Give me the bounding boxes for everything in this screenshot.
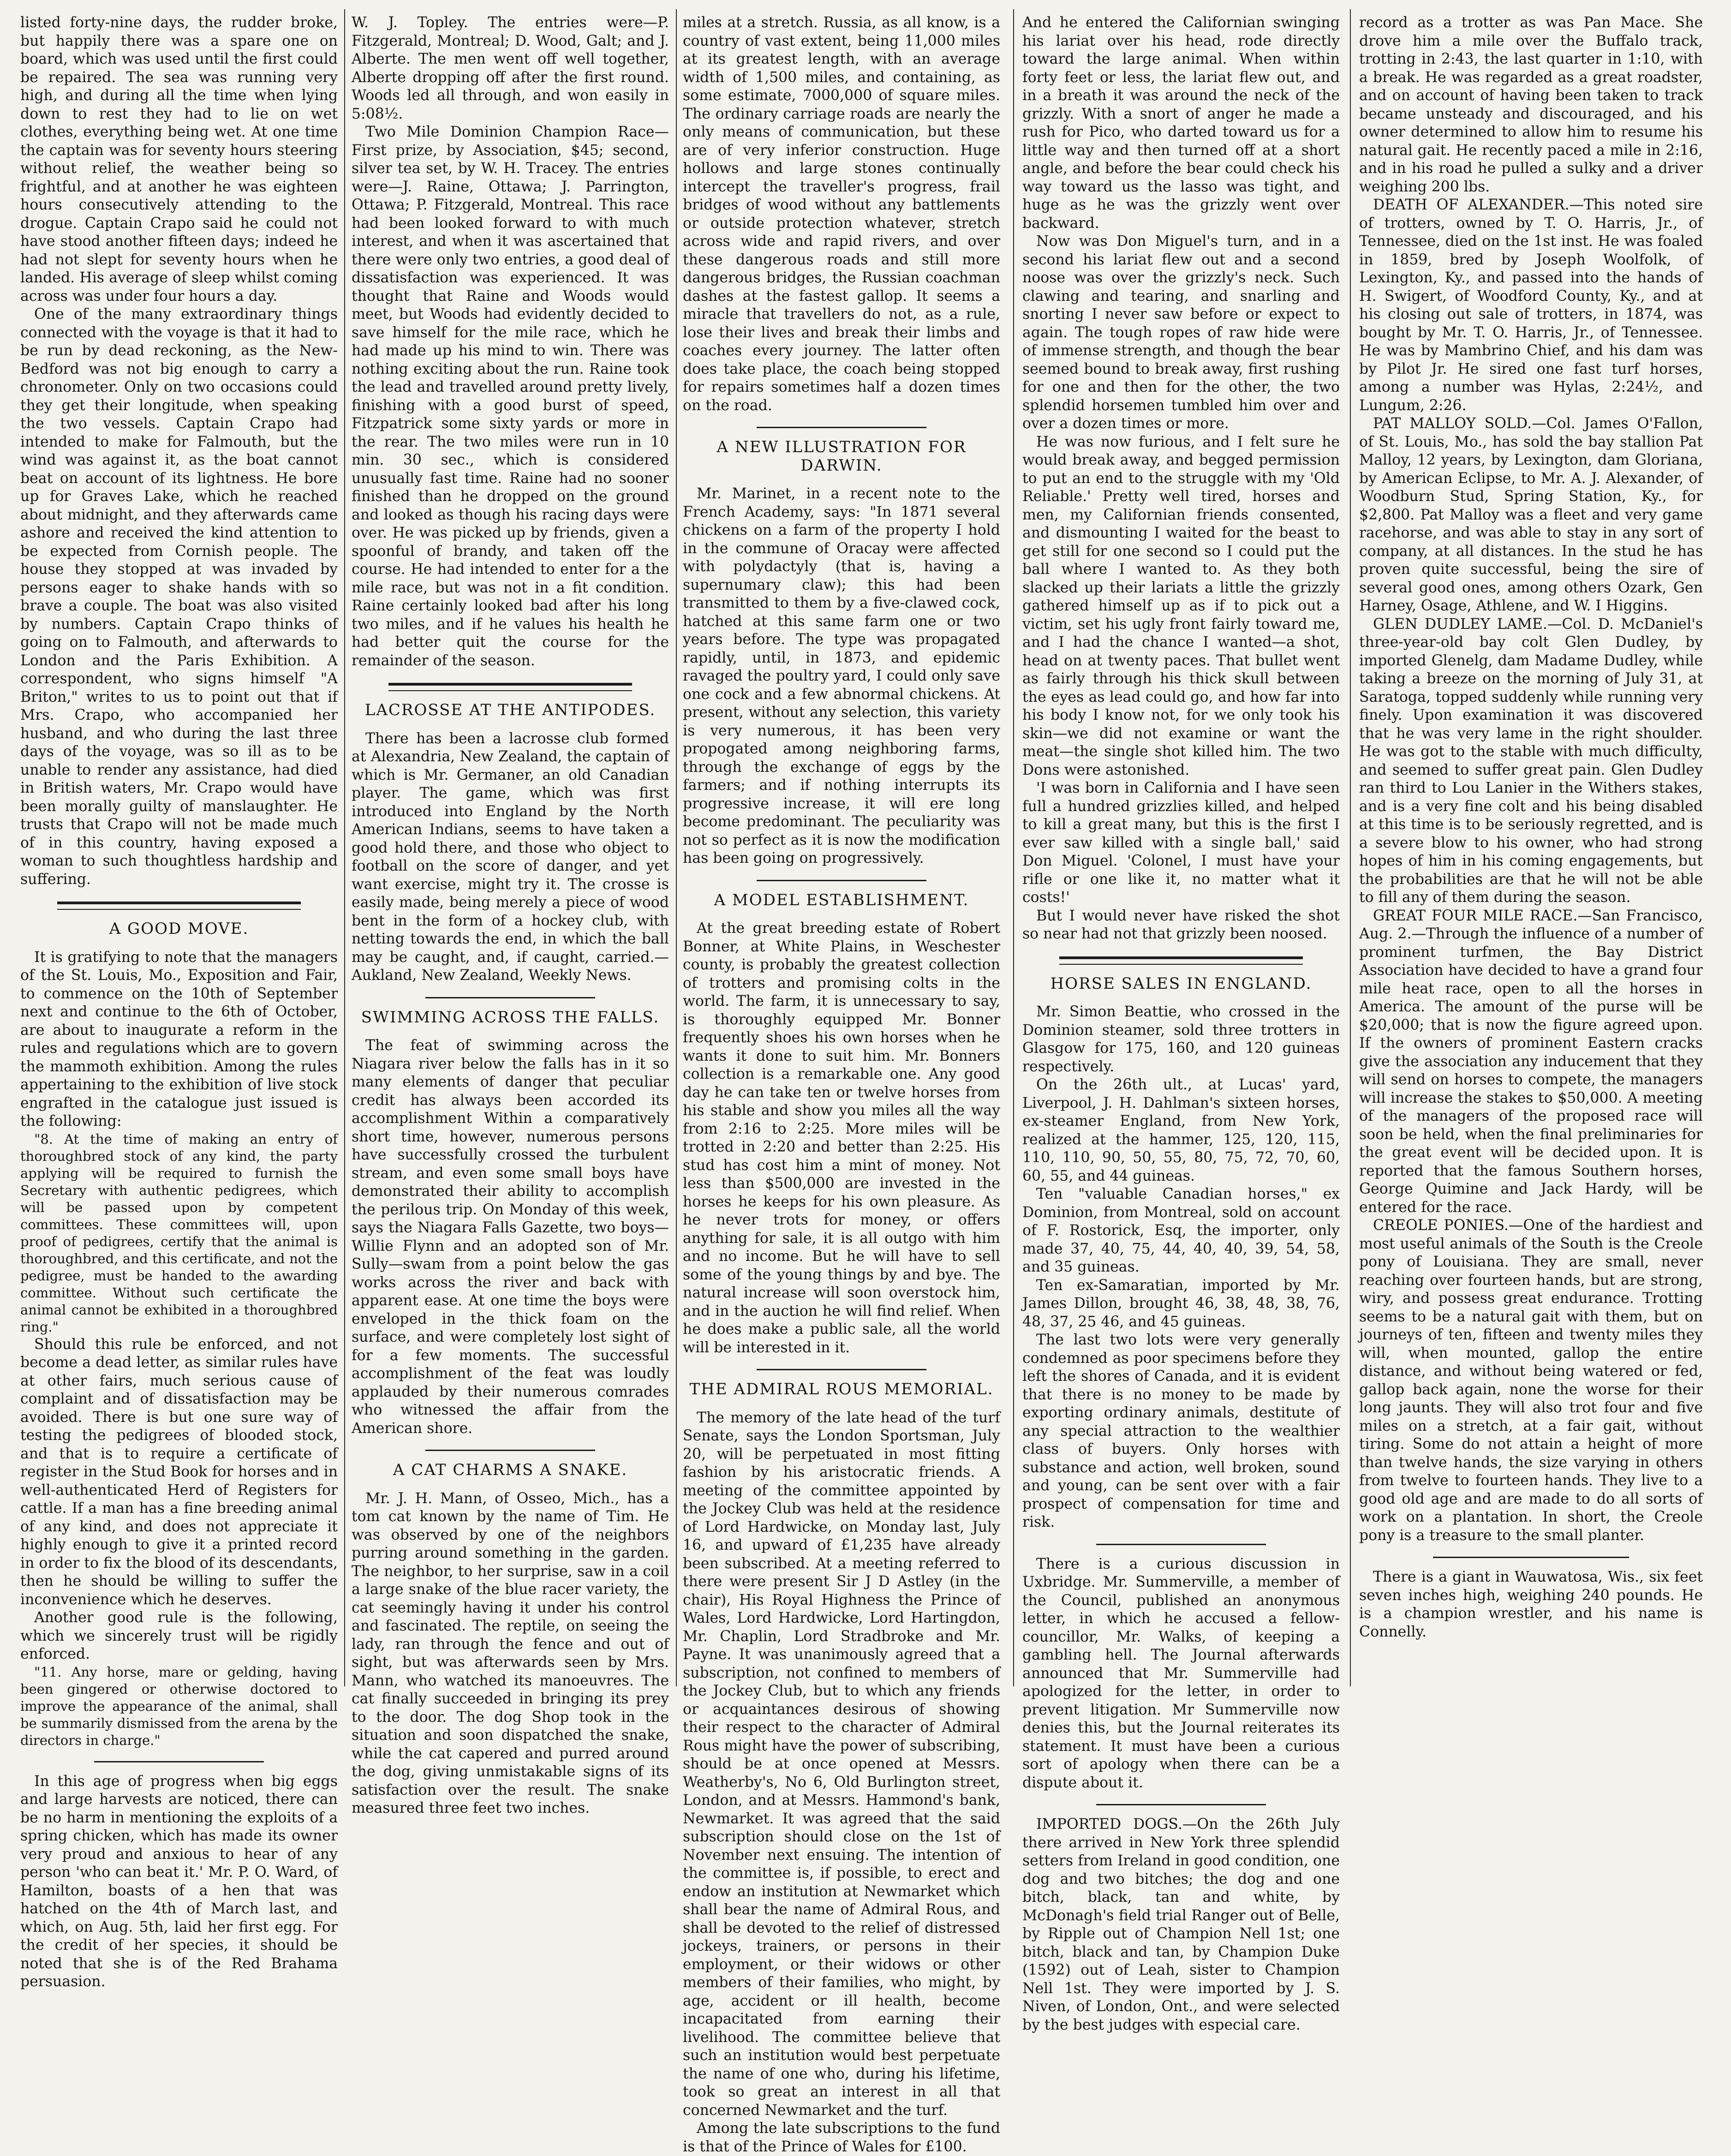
article-paragraph: On the 26th ult., at Lucas' yard, Liverpool, J. H. Dahlman's sixteen horses, ex-steamer England, from New York, realized at the hammer, 125, 120, 115, 110, 110, 90, 50, 55, 80, 75, 72, 70, 60, 60, 55, and 44 guineas. bbox=[1022, 1076, 1340, 1184]
article-paragraph: Now was Don Miguel's turn, and in a second his lariat flew out and a second noose was over the grizzly's neck. Such clawing and tearing, and snarling and snorting I never saw before or expect to again. The tough ropes of raw hide were of immense strength, and though the bear seemed bound to break away, first rushing for one and then for the other, the two splendid horsemen tumbled him over and over a dozen times or more. bbox=[1022, 233, 1340, 432]
column-1 bbox=[20, 14, 338, 1990]
article-paragraph: Another good rule is the following, which we sincerely trust will be rigidly enforced. bbox=[20, 1609, 338, 1662]
article-paragraph: He was now furious, and I felt sure he would break away, and begged permission to put an end to the struggle with my 'Old Reliable.' Pretty well tired, horses and men, my Californian friends consented, and dismounting I waited for the beast to get still for one second so I could put the ball where I wanted to. As they both slacked up their lariats a little the grizzly gathered himself up as if to pick out a victim, set his ugly front fairly toward me, and I had the chance I wanted—a shot, head on at twenty paces. That bullet went as fairly through his thick skull between the eyes as lead could go, and how far into his body I know not, for we only took his skin—we did not examine or want the meat—the single shot killed him. The two Dons were astonished. bbox=[1022, 433, 1340, 778]
column-5 bbox=[1359, 14, 1703, 1684]
section-divider bbox=[1096, 1804, 1266, 1805]
article-paragraph: GREAT FOUR MILE RACE.—San Francisco, Aug. 2.—Through the influence of a number of prominent turfmen, the Bay District Association have decided to have a grand four mile heat race, open to all the horses in America. The amount of the purse will be $20,000; that is now the figure agreed upon. If the owners of prominent Eastern cracks give the association any inducement that they will send on horses to compete, the managers will increase the stakes to $50,000. A meeting of the managers of the proposed race will soon be held, when the final preliminaries for the great event will be decided upon. It is reported that the famous Southern horses, George Quimine and Jack Hardy, will be entered for the race. bbox=[1359, 907, 1703, 1216]
column-rule bbox=[1013, 9, 1014, 1686]
section-divider bbox=[1059, 956, 1303, 965]
column-2 bbox=[352, 14, 669, 1816]
article-heading: A GOOD MOVE. bbox=[109, 920, 249, 938]
article-paragraph: But I would never have risked the shot so near had not that grizzly been noosed. bbox=[1022, 907, 1340, 942]
section-divider bbox=[425, 997, 595, 998]
section-divider bbox=[757, 427, 926, 428]
article-paragraph: miles at a stretch. Russia, as all know, is a country of vast extent, being 11,000 miles at its greatest length, with an average width of 1,500 miles, and containing, as some estimate, 7000,000 of square miles. The ordinary carriage roads are nearly the only means of communication, but these are of very inferior construction. Huge hollows and large stones continually intercept the traveller's progress, frail bridges of wood without any battlements or outside protection whatever, stretch across wide and rapid rivers, and over these dangerous roads and still more dangerous bridges, the Russian coachman dashes at the fastest gallop. It seems a miracle that travellers do not, as a rule, lose their lives and break their limbs and coaches every journey. The latter often does take place, the coach being stopped for repairs sometimes half a dozen times on the road. bbox=[683, 14, 1000, 414]
article-paragraph: CREOLE PONIES.—One of the hardiest and most useful animals of the South is the Creole pony of Louisiana. They are small, never reaching over fourteen hands, but are strong, wiry, and possess great endurance. Trotting seems to be a natural gait with them, but on journeys of ten, fifteen and twenty miles they will, when mounted, gallop the entire distance, and without being watered or fed, gallop back again, none the worse for their long jaunts. They will also trot four and five miles on a stretch, at a fair gait, without tiring. Some do not attain a height of more than twelve hands, the size varying in others from twelve to fourteen hands. They live to a good old age and are made to do all sorts of work on a plantation. In short, the Creole pony is a treasure to the small planter. bbox=[1359, 1217, 1703, 1544]
article-paragraph: At the great breeding estate of Robert Bonner, at White Plains, in Weschester county, is probably the greatest collection of trotters and promising colts in the world. The farm, it is unnecessary to say, is thoroughly equipped Mr. Bonner frequently shoes his own horses when he wants it done to suit him. Mr. Bonners collection is a remarkable one. Any good day he can take ten or twelve horses from his stable and show you miles all the way from 2:16 to 2:25. More miles will be trotted in 2:20 and better than 2:25. His stud has cost him a mint of money. Not less than $500,000 are invested in the horses he keeps for his own pleasure. As he never trots for money, or offers anything for sale, it is all outgo with him and no income. But he will have to sell some of the young things by and bye. The natural increase will soon overstock him, and in the auction he will find relief. When he does make a public sale, all the world will be interested in it. bbox=[683, 920, 1000, 1356]
article-paragraph: In this age of progress when big eggs and large harvests are noticed, there can be no harm in mentioning the exploits of a spring chicken, which has made its owner very proud and anxious to hear of any person 'who can beat it.' Mr. P. O. Ward, of Hamilton, boasts of a hen that was hatched on the 4th of March last, and which, on Aug. 5th, laid her first egg. For the credit of her species, it should be noted that she is of the Red Brahama persuasion. bbox=[20, 1773, 338, 1990]
column-rule bbox=[1350, 9, 1351, 1686]
article-paragraph: Two Mile Dominion Champion Race—First prize, by Association, $45; second, silver tea set, by W. H. Tracey. The entries were—J. Raine, Ottawa; J. Parrington, Ottawa; P. Fitzgerald, Montreal. This race had been looked forward to with much interest, and when it was ascertained that there were only two entries, a good deal of dissatisfaction was experienced. It was thought that Raine and Woods would meet, but Woods had evidently decided to save himself for the mile race, which he had made up his mind to win. There was nothing exciting about the run. Raine took the lead and travelled around pretty lively, finishing with a good burst of speed, Fitzpatrick some sixty yards or more in the rear. The two miles were run in 10 min. 30 sec., which is considered unusually fast time. Raine had no sooner finished than he dropped on the ground and looked as though his racing days were over. He was picked up by friends, given a spoonful of brandy, and taken off the course. He had intended to enter for a the mile race, but was not in a fit condition. Raine certainly looked bad after his long two miles, and if he values his health he had better quit the course for the remainder of the season. bbox=[352, 124, 669, 669]
article-paragraph: Mr. Marinet, in a recent note to the French Academy, says: "In 1871 several chickens on a farm of the property I hold in the commune of Oracay were affected with polydactyly (that is, having a supernumary claw); this had been transmitted to them by a five-clawed cock, hatched at this same farm one or two years before. The type was propagated rapidly, until, in 1873, and epidemic ravaged the poultry yard, I could only save one cock and a few abnormal chickens. At present, without any selection, this variety is very numerous, it has been very propogated among neighboring farms, through the exchange of eggs by the farmers; and if nothing interrupts its progressive increase, it will ere long become predominant. The peculiarity was not so perfect as it is now the modification has been going on progressively. bbox=[683, 485, 1000, 866]
article-paragraph: Should this rule be enforced, and not become a dead letter, as similar rules have at other fairs, much serious cause of complaint and of dissatisfaction may be avoided. There is but one sure way of testing the pedigrees of blooded stock, and that is to require a certificate of register in the Stud Book for horses and in well-authenticated Herd of Registers for cattle. If a man has a fine breeding animal of any kind, and does not appreciate it highly enough to give it a printed record in order to fix the blood of its descendants, then he should be willing to suffer the inconvenience which he deserves. bbox=[20, 1336, 338, 1608]
article-heading: A CAT CHARMS A SNAKE. bbox=[393, 1461, 628, 1479]
article-paragraph: listed forty-nine days, the rudder broke, but happily there was a spare one on board, which was used until the first could be repaired. The sea was running very high, and during all the time when lying down to rest they had to lie on wet clothes, everything being wet. At one time the captain was for seventy hours steering without relief, the weather being so frightful, and at another he was eighteen hours consecutively attending to the drogue. Captain Crapo said he could not have stood another fifteen days; indeed he had not slept for seventy hours when he landed. His average of sleep whilst coming across was under four hours a day. bbox=[20, 14, 338, 305]
article-heading: LACROSSE AT THE ANTIPODES. bbox=[364, 701, 656, 719]
section-divider bbox=[94, 1761, 264, 1762]
section-divider bbox=[1096, 1544, 1266, 1545]
column-3 bbox=[683, 14, 1000, 2155]
article-paragraph: Ten ex-Samaratian, imported by Mr. James Dillon, brought 46, 38, 48, 38, 76, 48, 37, 25 46, and 45 guineas. bbox=[1022, 1277, 1340, 1330]
article-quote: "11. Any horse, mare or gelding, having been gingered or otherwise doctored to improve the appearance of the animal, shall be summarily dismissed from the arena by the directors in charge." bbox=[20, 1664, 338, 1748]
article-paragraph: There is a giant in Wauwatosa, Wis., six feet seven inches high, weighing 240 pounds. He is a champion wrestler, and his name is Connelly. bbox=[1359, 1569, 1703, 1640]
section-divider bbox=[757, 880, 926, 881]
article-heading: HORSE SALES IN ENGLAND. bbox=[1050, 974, 1312, 993]
article-heading: A MODEL ESTABLISHMENT. bbox=[714, 890, 969, 909]
article-paragraph: The memory of the late head of the turf Senate, says the London Sportsman, July 20, will be perpetuated in most fitting fashion by his aristocratic friends. A meeting of the committee appointed by the Jockey Club was held at the residence of Lord Hardwicke, on Monday last, July 16, and upward of £1,235 have already been subscribed. At a meeting referred to there were present Sir J D Astley (in the chair), His Royal Highness the Prince of Wales, Lord Hardwicke, Lord Hartingdon, Mr. Chaplin, Lord Stradbroke and Mr. Payne. It was unanimously agreed that a subscription, not confined to members of the Jockey Club, but to which any friends or acquaintances desirous of showing their respect to the character of Admiral Rous might have the power of subscribing, should be at once opened at Messrs. Weatherby's, No 6, Old Burlington street, London, and at Messrs. Hammond's bank, Newmarket. It was agreed that the said subscription should close on the 1st of November next ensuing. The intention of the committee is, if possible, to erect and endow an institution at Newmarket which shall bear the name of Admiral Rous, and shall be devoted to the relief of distressed jockeys, trainers, or persons in their employment, or their widows or other members of their families, who might, by age, accident or ill health, become incapacitated from earning their livelihood. The committee believe that such an institution would best perpetuate the name of one who, during his lifetime, took so great an interest in all that concerned Newmarket and the turf. bbox=[683, 1409, 1000, 2119]
article-heading: A NEW ILLUSTRATION FOR DARWIN. bbox=[716, 438, 967, 475]
column-rule bbox=[344, 9, 345, 1686]
section-divider bbox=[57, 902, 301, 910]
article-quote: "8. At the time of making an entry of thoroughbred stock of any kind, the party applying will be required to furnish the Secretary with authentic pedigrees, which will be passed upon by competent committees. These committees will, upon proof of pedigrees, certify that the animal is thoroughbred, and this certificate, and not the pedigree, must be handed to the awarding committee. Without such certificate the animal cannot be exhibited in a thoroughbred ring." bbox=[20, 1131, 338, 1335]
article-paragraph: The feat of swimming across the Niagara river below the falls has in it so many elements of danger that peculiar credit has always been accorded its accomplishment Within a comparatively short time, however, numerous persons have successfully crossed the turbulent stream, and even some small boys have demonstrated their ability to accomplish the perilous trip. On Monday of this week, says the Niagara Falls Gazette, two boys—Willie Flynn and an adopted son of Mr. Sully—swam from a point below the gas works across the river and back with apparent ease. At one time the boys were enveloped in the thick foam on the surface, and were completely lost sight of for a few moments. The successful accomplishment of the feat was loudly applauded by their numerous comrades who witnessed the affair from the American shore. bbox=[352, 1037, 669, 1437]
article-paragraph: 'I was born in California and I have seen full a hundred grizzlies killed, and helped to kill a great many, but this is the first I ever saw killed with a single ball,' said Don Miguel. 'Colonel, I must have your rifle or one like it, no matter what it costs!' bbox=[1022, 780, 1340, 906]
article-paragraph: Among the late subscriptions to the fund is that of the Prince of Wales for £100. bbox=[683, 2120, 1000, 2155]
article-paragraph: Mr. Simon Beattie, who crossed in the Dominion steamer, sold three trotters in Glasgow for 175, 160, and 120 guineas respectively. bbox=[1022, 1003, 1340, 1075]
section-divider bbox=[388, 683, 632, 691]
article-paragraph: It is gratifying to note that the managers of the St. Louis, Mo., Exposition and Fair, to commence on the 10th of September next and continue to the 6th of October, are about to inaugurate a reform in the rules and regulations which are to govern the mammoth exhibition. Among the rules appertaining to the exhibition of live stock engrafted in the catalogue just issued is the following: bbox=[20, 949, 338, 1129]
article-paragraph: PAT MALLOY SOLD.—Col. James O'Fallon, of St. Louis, Mo., has sold the bay stallion Pat Malloy, 12 years, by Lexington, dam Gloriana, by American Eclipse, to Mr. A. J. Alexander, of Woodburn Stud, Spring Station, Ky., for $2,800. Pat Malloy was a fleet and very game racehorse, and was able to stay in any sort of company, at all distances. In the stud he has proven quite successful, being the sire of several good ones, among others Ozark, Gen Harney, Osage, Athlene, and W. I Higgins. bbox=[1359, 415, 1703, 614]
article-paragraph: There has been a lacrosse club formed at Alexandria, New Zealand, the captain of which is Mr. Germaner, an old Canadian player. The game, which was first introduced into England by the North American Indians, seems to have taken a good hold there, and those who object to football on the score of danger, and yet want exercise, might try it. The crosse is easily made, being merely a piece of wood bent in the form of a hockey club, with netting towards the end, in which the ball may be caught, and, if caught, carried.—Aukland, New Zealand, Weekly News. bbox=[352, 730, 669, 984]
article-paragraph: One of the many extraordinary things connected with the voyage is that it had to be run by dead reckoning, as the New-Bedford was not big enough to carry a chronometer. Only on two occasions could they get their longitude, when speaking the two vessels. Captain Crapo had intended to make for Falmouth, but the wind was against it, as the boat cannot beat on account of its lightness. He bore up for Graves Lake, which he reached about midnight, and they afterwards came ashore and received the kind attention to be expected from Cornish people. The house they stopped at was invaded by persons eager to shake hands with so brave a couple. The boat was also visited by numbers. Captain Crapo thinks of going on to Falmouth, and afterwards to London and the Paris Exhibition. A correspondent, who signs himself "A Briton," writes to us to point out that if Mrs. Crapo, who accompanied her husband, and who during the last three days of the voyage, was so ill as to be unable to render any assistance, had died in British waters, Mr. Crapo would have been morally guilty of manslaughter. He trusts that Crapo will not be made much of in this country, having exposed a woman to such thoughtless hardship and suffering. bbox=[20, 306, 338, 888]
section-divider bbox=[425, 1450, 595, 1451]
article-paragraph: Mr. J. H. Mann, of Osseo, Mich., has a tom cat known by the name of Tim. He was observed by one of the neighbors purring around something in the garden. The neighbor, to her surprise, saw in a coil a large snake of the blue racer variety, the cat seemingly having it under his control and fascinated. The reptile, on seeing the lady, ran through the fence and out of sight, but was afterwards seen by Mrs. Mann, who watched its manoeuvres. The cat finally succeeded in bringing its prey to the door. The dog Shop took in the situation and soon dispatched the snake, while the cat capered and purred around the dog, giving unmistakable signs of its satisfaction over the result. The snake measured three feet two inches. bbox=[352, 1490, 669, 1816]
article-paragraph: Ten "valuable Canadian horses," ex Dominion, from Montreal, sold on account of F. Rostorick, Esq, the importer, only made 37, 40, 75, 44, 40, 40, 39, 54, 58, and 35 guineas. bbox=[1022, 1186, 1340, 1275]
article-heading: SWIMMING ACROSS THE FALLS. bbox=[361, 1008, 660, 1027]
article-paragraph: record as a trotter as was Pan Mace. She drove him a mile over the Buffalo track, trotting in 2:43, the last quarter in 1:10, with a break. He was regarded as a great roadster, and on account of having been taken to track became unsteady and discouraged, and his owner determined to allow him to resume his natural gait. He recently paced a mile in 2:16, and in his road he pulled a sulky and a driver weighing 200 lbs. bbox=[1359, 14, 1703, 195]
section-divider bbox=[757, 1369, 926, 1370]
column-rule bbox=[676, 9, 677, 1686]
article-paragraph: DEATH OF ALEXANDER.—This noted sire of trotters, owned by T. O. Harris, Jr., of Tennessee, died on the 1st inst. He was foaled in 1859, bred by Joseph Woolfolk, of Lexington, Ky., and passed into the hands of H. Swigert, of Woodford County, Ky., and at his closing out sale of trotters, in 1874, was bought by Mr. T. O. Harris, Jr., of Tennessee. He was by Mambrino Chief, and his dam was by Pilot Jr. He sired one fast turf horses, among a number was Hylas, 2:24½, and Lungum, 2:26. bbox=[1359, 197, 1703, 414]
article-paragraph: The last two lots were very generally condemned as poor specimens before they left the shores of Canada, and it is evident that there is no money to be made by exporting ordinary animals, destitute of any special attraction to the wealthier class of buyers. Only horses with substance and action, well broken, sound and young, can be sent over with a fair prospect of compensation for time and risk. bbox=[1022, 1332, 1340, 1530]
article-paragraph: W. J. Topley. The entries were—P. Fitzgerald, Montreal; D. Wood, Galt; and J. Alberte. The men went off well together, Alberte dropping off after the first round. Woods led all through, and won easily in 5:08½. bbox=[352, 14, 669, 122]
article-paragraph: There is a curious discussion in Uxbridge. Mr. Summerville, a member of the Council, published an anonymous letter, in which he accused a fellow-councillor, Mr. Walks, of keeping a gambling hell. The Journal afterwards announced that Mr. Summerville had apologized for the letter, in order to prevent litigation. Mr Summerville now denies this, but the Journal reiterates its statement. It must have been a curious sort of apology when there can be a dispute about it. bbox=[1022, 1555, 1340, 1791]
article-heading: THE ADMIRAL ROUS MEMORIAL. bbox=[689, 1380, 994, 1398]
article-paragraph: IMPORTED DOGS.—On the 26th July there arrived in New York three splendid setters from Ireland in good condition, one dog and two bitches; the dog and one bitch, black, tan and white, by McDonagh's field trial Ranger out of Belle, by Ripple out of Champion Nell 1st; one bitch, black and tan, by Champion Duke (1592) out of Leah, sister to Champion Nell 1st. They were imported by J. S. Niven, of London, Ont., and were selected by the best judges with especial care. bbox=[1022, 1816, 1340, 2033]
column-4 bbox=[1022, 14, 1340, 2033]
section-divider bbox=[1433, 1557, 1629, 1558]
article-paragraph: GLEN DUDLEY LAME.—Col. D. McDaniel's three-year-old bay colt Glen Dudley, by imported Glenelg, dam Madame Dudley, while taking a breeze on the morning of July 31, at Saratoga, topped suddenly while running very finely. Upon examination it was discovered that he was very lame in the right shoulder. He was got to the stable with much difficulty, and seemed to suffer great pain. Glen Dudley ran third to Lou Lanier in the Withers stakes, and is a very fine colt and his being disabled at this time is to be seriously regretted, and is a severe blow to his owner, who had strong hopes of him in his coming engagements, but the probabilities are that he will not be able to fill any of them during the season. bbox=[1359, 615, 1703, 906]
article-paragraph: And he entered the Californian swinging his lariat over his head, rode directly toward the large animal. When within forty feet or less, the lariat flew out, and in a breath it was around the neck of the grizzly. With a snort of anger he made a rush for Pico, who darted toward us for a little way and then turned off at a short angle, and before the bear could check his way toward us the lasso was tight, and huge as he was the grizzly went over backward. bbox=[1022, 14, 1340, 232]
